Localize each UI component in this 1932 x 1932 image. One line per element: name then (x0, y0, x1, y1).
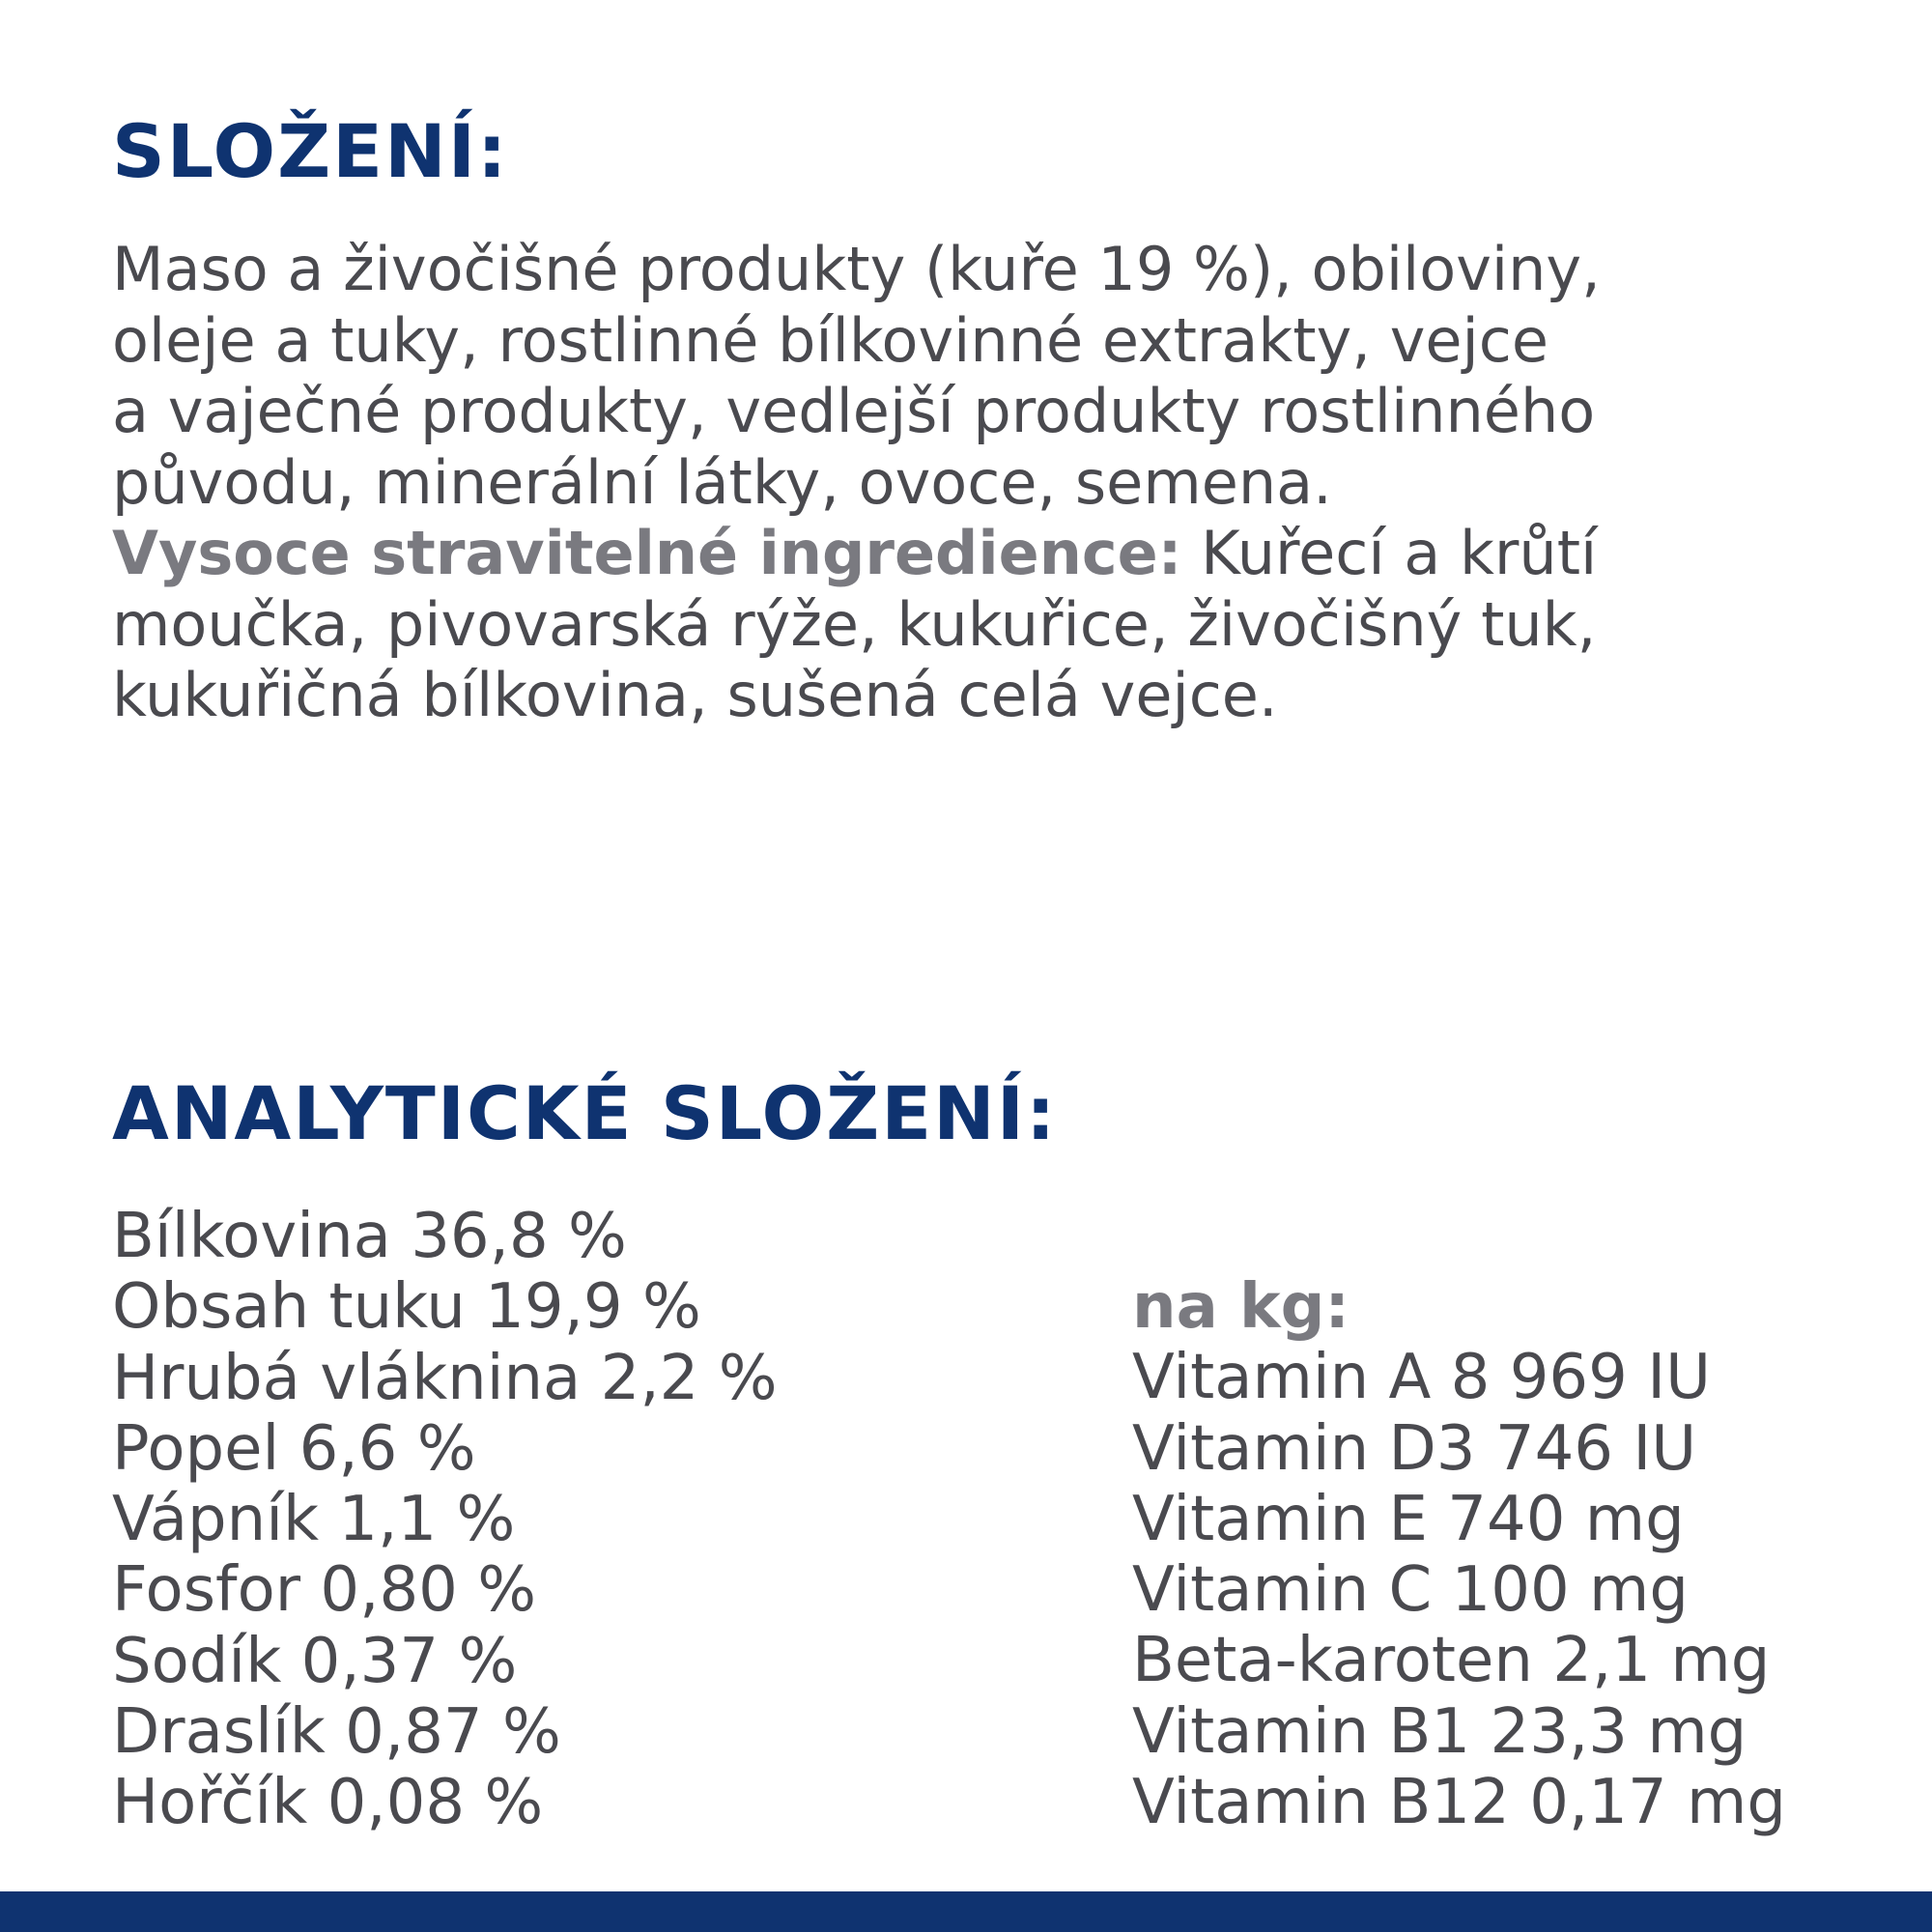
constituent-item: Bílkovina 36,8 % (112, 1201, 627, 1272)
vitamin-item: Vitamin B12 0,17 mg (1132, 1767, 1786, 1839)
vitamin-item: Vitamin E 740 mg (1132, 1483, 1685, 1555)
vitamin-item: Beta-karoten 2,1 mg (1132, 1625, 1771, 1697)
ingredients-line: Maso a živočišné produkty (kuře 19 %), obiloviny, (112, 234, 1601, 304)
constituent-item: Obsah tuku 19,9 % (112, 1271, 701, 1344)
per-kg-label: na kg: (1132, 1271, 1350, 1343)
ingredients-line: oleje a tuky, rostlinné bílkovinné extrakty, vejce (112, 304, 1549, 376)
analytic-heading: ANALYTICKÉ SLOŽENÍ: (112, 1070, 1058, 1156)
bottom-bar (0, 1891, 1932, 1932)
vitamins-list (1132, 1272, 1786, 1838)
highlight-line (112, 518, 1832, 589)
ingredients-line: původu, minerální látky, ovoce, semena. (112, 446, 1332, 518)
highlight-line: moučka, pivovarská rýže, kukuřice, živočišný tuk, (112, 588, 1597, 660)
constituent-item: Popel 6,6 % (112, 1412, 476, 1485)
ingredients-paragraph (112, 234, 1832, 731)
ingredients-heading: SLOŽENÍ: (112, 108, 509, 194)
constituent-item: Draslík 0,87 % (112, 1696, 561, 1769)
highlight-line: kukuřičná bílkovina, sušená celá vejce. (112, 660, 1278, 730)
constituent-item: Fosfor 0,80 % (112, 1554, 537, 1627)
vitamin-item: Vitamin C 100 mg (1132, 1554, 1689, 1627)
highlight-label: Vysoce stravitelné ingredience: (112, 518, 1182, 588)
constituents-list (112, 1202, 778, 1839)
constituent-item: Sodík 0,37 % (112, 1625, 518, 1697)
vitamin-item: Vitamin B1 23,3 mg (1132, 1695, 1747, 1768)
highlight-text: Kuřecí a krůtí (1181, 518, 1598, 588)
constituent-item: Vápník 1,1 % (112, 1484, 516, 1556)
ingredients-line: a vaječné produkty, vedlejší produkty rostlinného (112, 376, 1596, 446)
vitamin-item: Vitamin A 8 969 IU (1132, 1342, 1711, 1414)
constituent-item: Hořčík 0,08 % (112, 1767, 544, 1839)
vitamin-item: Vitamin D3 746 IU (1132, 1412, 1697, 1485)
constituent-item: Hrubá vláknina 2,2 % (112, 1342, 778, 1414)
